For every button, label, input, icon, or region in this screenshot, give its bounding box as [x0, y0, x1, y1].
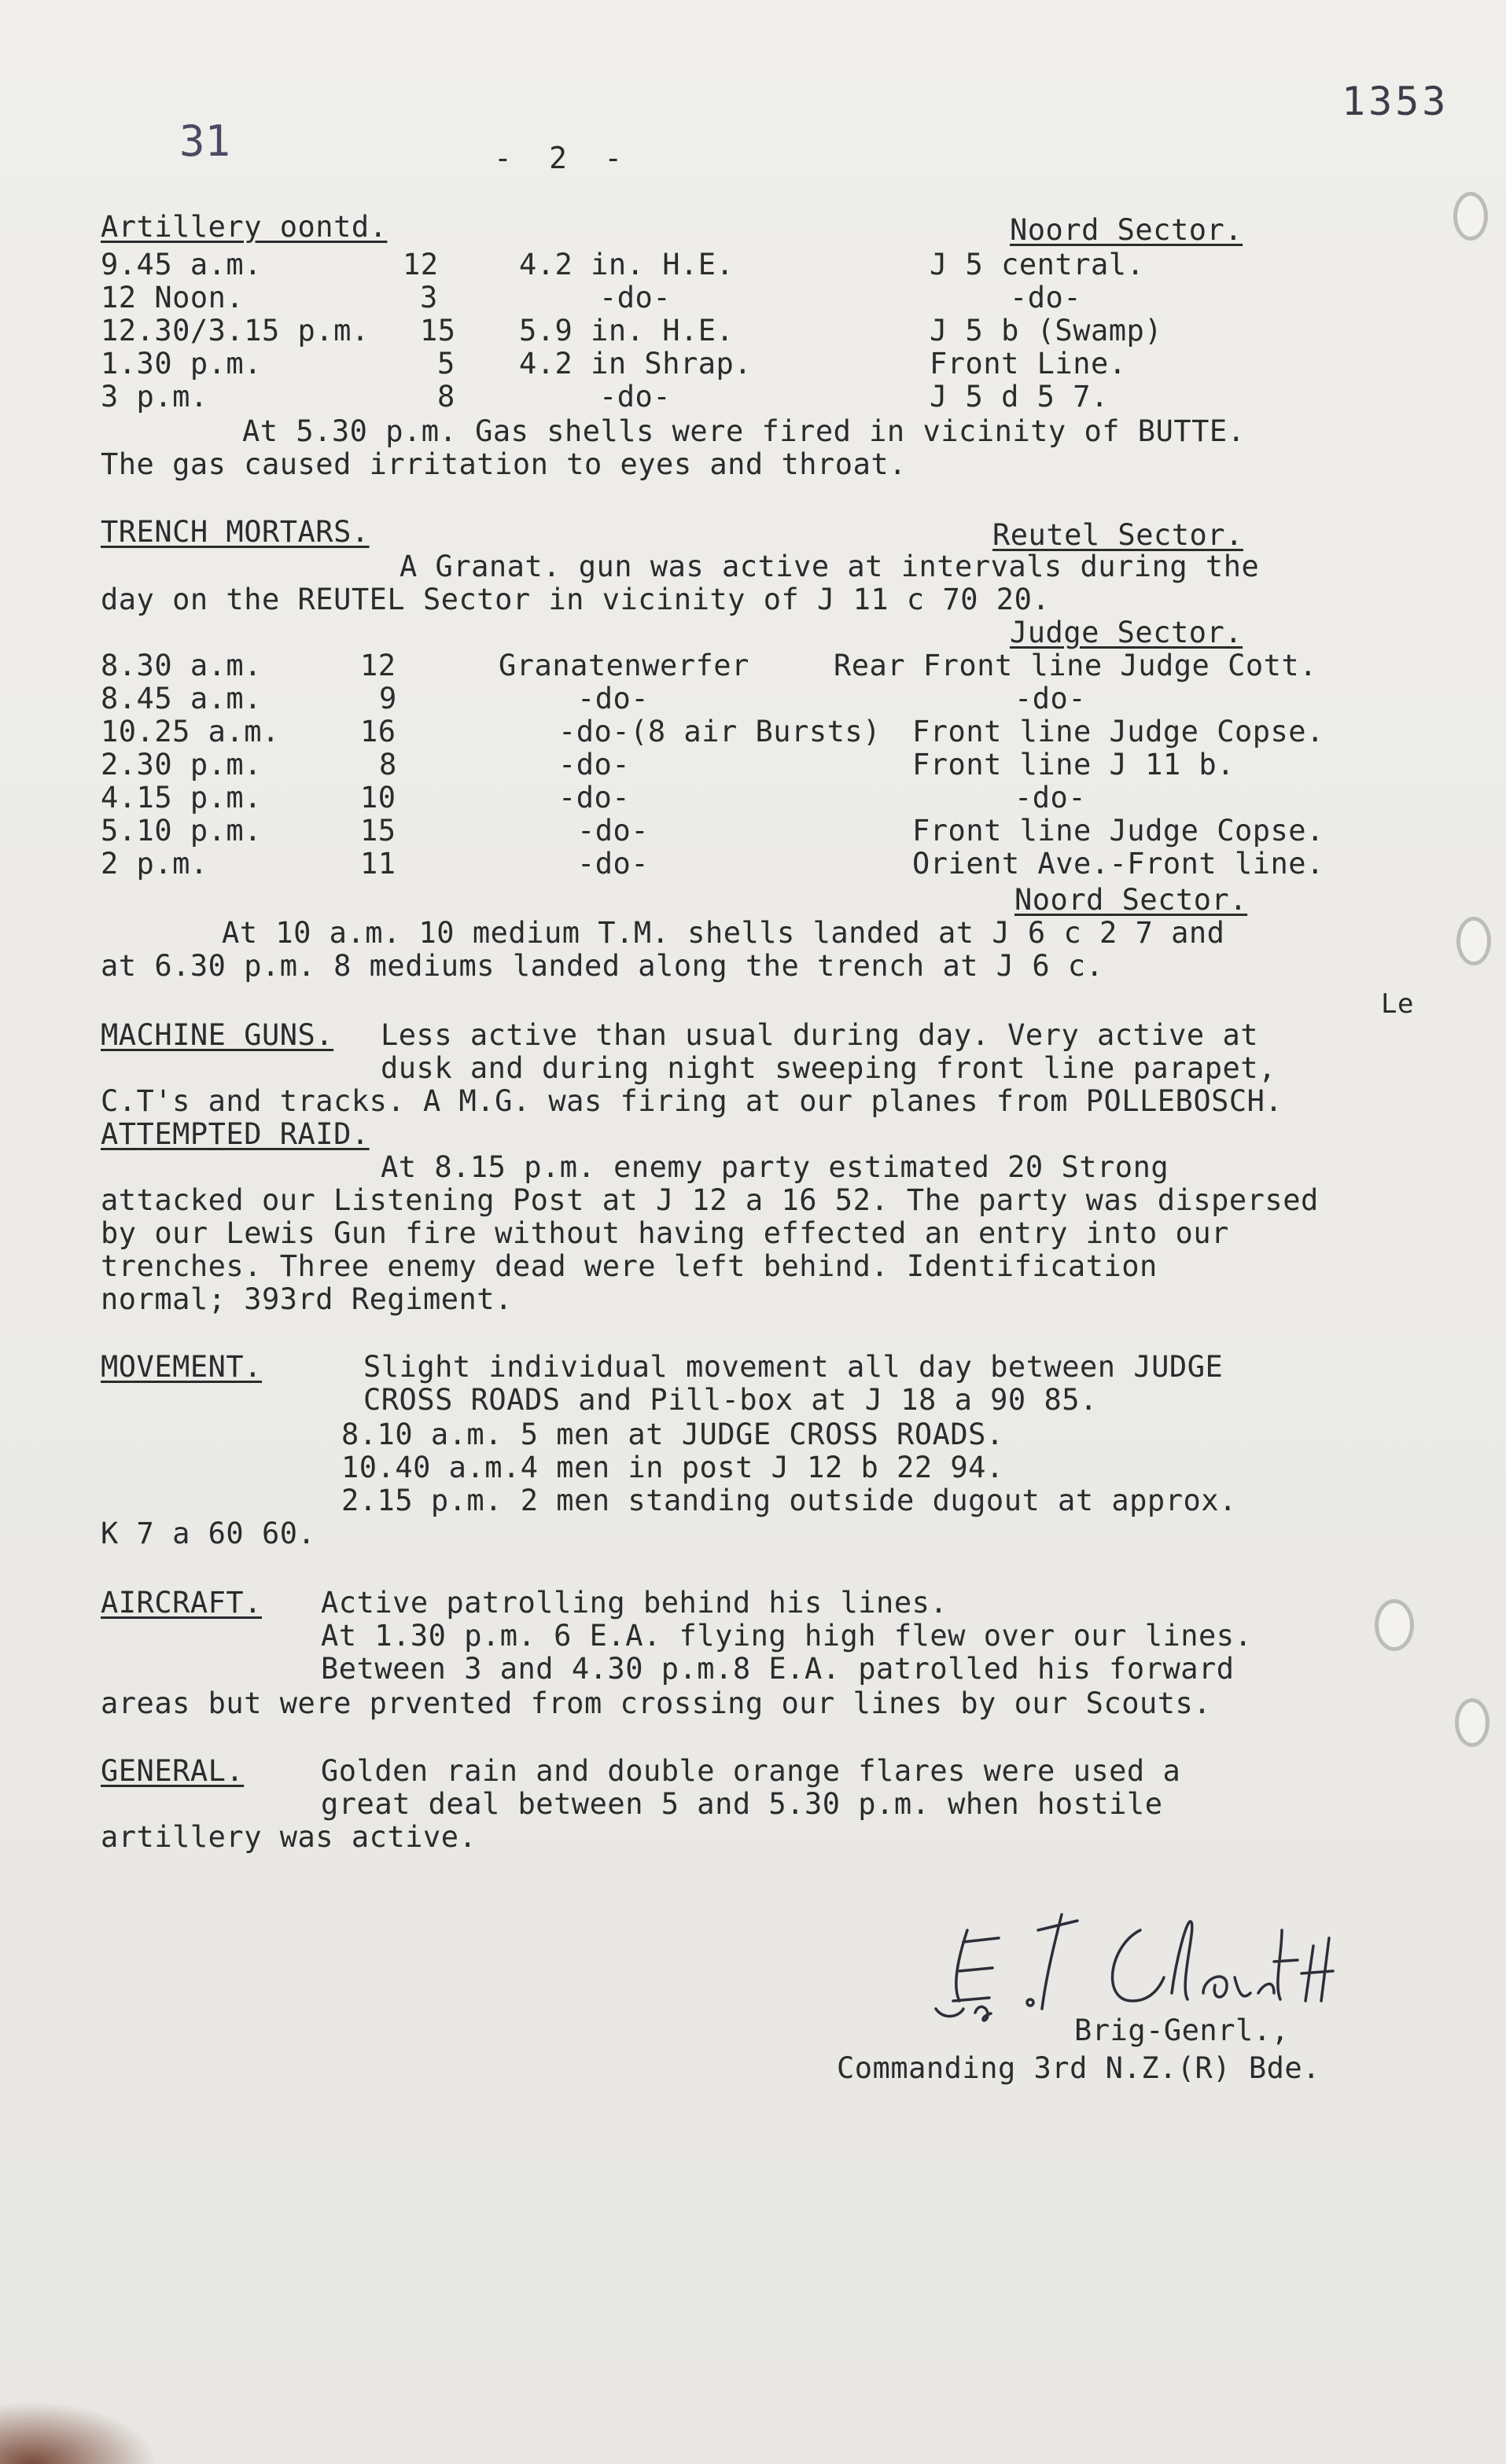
- movement-text: 10.40 a.m.4 men in post J 12 b 22 94.: [341, 1451, 1004, 1484]
- binder-hole-icon: [1456, 917, 1491, 965]
- binder-hole-icon: [1375, 1599, 1414, 1651]
- row-location: Front line J 11 b.: [912, 748, 1235, 781]
- row-location: Front line Judge Copse.: [912, 814, 1324, 848]
- row-count: 12: [360, 649, 396, 682]
- row-type: -do-: [577, 847, 650, 881]
- row-location: Rear Front line Judge Cott.: [834, 649, 1317, 682]
- row-location: J 5 d 5 7.: [930, 380, 1109, 414]
- machine-guns-text: C.T's and tracks. A M.G. was firing at our planes from POLLEBOSCH.: [101, 1084, 1283, 1118]
- trench-mortars-note: at 6.30 p.m. 8 mediums landed along the trench at J 6 c.: [101, 949, 1104, 983]
- row-type: -do-: [577, 682, 650, 715]
- row-time: 9.45 a.m.: [101, 248, 262, 281]
- machine-guns-heading: MACHINE GUNS.: [101, 1018, 334, 1052]
- aircraft-heading: AIRCRAFT.: [101, 1586, 262, 1620]
- judge-sector: Judge Sector.: [1010, 616, 1243, 649]
- page-number: - 2 -: [494, 141, 623, 175]
- trench-mortars-para: A Granat. gun was active at intervals during the: [400, 550, 1260, 583]
- movement-text: 8.10 a.m. 5 men at JUDGE CROSS ROADS.: [341, 1418, 1004, 1451]
- row-type: 4.2 in. H.E.: [519, 248, 735, 281]
- row-type: -do-: [558, 748, 631, 781]
- general-text: artillery was active.: [101, 1820, 477, 1854]
- general-text: great deal between 5 and 5.30 p.m. when hostile: [321, 1787, 1163, 1821]
- row-location: Front line Judge Copse.: [912, 715, 1324, 748]
- row-type: -do-: [558, 781, 631, 815]
- row-time: 5.10 p.m.: [101, 814, 262, 848]
- row-count: 15: [420, 314, 456, 348]
- aircraft-text: At 1.30 p.m. 6 E.A. flying high flew over our lines.: [321, 1619, 1253, 1653]
- row-time: 12.30/3.15 p.m.: [101, 314, 370, 348]
- aircraft-text: Active patrolling behind his lines.: [321, 1586, 948, 1620]
- row-type: 5.9 in. H.E.: [519, 314, 735, 348]
- row-location: Front Line.: [930, 347, 1127, 381]
- row-type: -do-: [599, 281, 672, 314]
- artillery-note: At 5.30 p.m. Gas shells were fired in vicinity of BUTTE.: [242, 414, 1246, 448]
- row-type: -do-: [599, 380, 672, 414]
- row-time: 8.45 a.m.: [101, 682, 262, 715]
- row-location: -do-: [1010, 281, 1082, 314]
- row-type: 4.2 in Shrap.: [519, 347, 753, 381]
- movement-text: K 7 a 60 60.: [101, 1517, 316, 1550]
- trench-mortars-note: At 10 a.m. 10 medium T.M. shells landed at J 6 c 2 7 and: [222, 916, 1225, 950]
- row-count: 16: [360, 715, 396, 748]
- row-location: -do-: [1014, 781, 1087, 815]
- row-time: 2.30 p.m.: [101, 748, 262, 781]
- aircraft-text: Between 3 and 4.30 p.m.8 E.A. patrolled his forward: [321, 1652, 1235, 1686]
- row-count: 10: [360, 781, 396, 815]
- machine-guns-text: dusk and during night sweeping front line parapet,: [381, 1051, 1276, 1085]
- row-type: -do-: [577, 814, 650, 848]
- attempted-raid-text: attacked our Listening Post at J 12 a 16 52. The party was dispersed: [101, 1183, 1319, 1217]
- row-type: Granatenwerfer: [499, 649, 749, 682]
- row-time: 10.25 a.m.: [101, 715, 280, 748]
- row-count: 15: [360, 814, 396, 848]
- attempted-raid-text: normal; 393rd Regiment.: [101, 1282, 513, 1316]
- movement-heading: MOVEMENT.: [101, 1350, 262, 1384]
- artillery-sector: Noord Sector.: [1010, 213, 1243, 247]
- row-time: 3 p.m.: [101, 380, 208, 414]
- general-text: Golden rain and double orange flares were used a: [321, 1754, 1181, 1788]
- row-location: -do-: [1014, 682, 1087, 715]
- aircraft-text: areas but were prvented from crossing our lines by our Scouts.: [101, 1686, 1212, 1720]
- signature-rank: Brig-Genrl.,: [1074, 2013, 1290, 2047]
- folio-number-left: 31: [179, 116, 231, 166]
- row-count: 12: [403, 248, 439, 281]
- margin-note: Le: [1381, 988, 1414, 1020]
- row-time: 8.30 a.m.: [101, 649, 262, 682]
- row-count: 8: [379, 748, 397, 781]
- movement-text: 2.15 p.m. 2 men standing outside dugout at approx.: [341, 1484, 1237, 1517]
- row-time: 4.15 p.m.: [101, 781, 262, 815]
- row-time: 12 Noon.: [101, 281, 245, 314]
- signature-title: Commanding 3rd N.Z.(R) Bde.: [837, 2051, 1320, 2085]
- binder-hole-icon: [1453, 192, 1488, 241]
- attempted-raid-text: At 8.15 p.m. enemy party estimated 20 Strong: [381, 1150, 1169, 1184]
- reutel-sector: Reutel Sector.: [992, 518, 1243, 552]
- row-count: 5: [437, 347, 455, 381]
- row-count: 3: [420, 281, 438, 314]
- attempted-raid-heading: ATTEMPTED RAID.: [101, 1117, 370, 1151]
- machine-guns-text: Less active than usual during day. Very active at: [381, 1018, 1259, 1052]
- row-count: 11: [360, 847, 396, 881]
- binder-hole-icon: [1455, 1698, 1489, 1747]
- attempted-raid-text: by our Lewis Gun fire without having effected an entry into our: [101, 1216, 1229, 1250]
- row-count: 9: [379, 682, 397, 715]
- attempted-raid-text: trenches. Three enemy dead were left behind. Identification: [101, 1249, 1158, 1283]
- noord-sector: Noord Sector.: [1014, 883, 1248, 917]
- row-location: J 5 b (Swamp): [930, 314, 1163, 348]
- artillery-note: The gas caused irritation to eyes and throat.: [101, 447, 907, 481]
- row-time: 1.30 p.m.: [101, 347, 262, 381]
- row-location: Orient Ave.-Front line.: [912, 847, 1324, 881]
- folio-number-right: 1353: [1342, 79, 1449, 124]
- trench-mortars-para: day on the REUTEL Sector in vicinity of J 11 c 70 20.: [101, 583, 1051, 616]
- row-time: 2 p.m.: [101, 847, 208, 881]
- page-stain: [0, 2401, 157, 2464]
- artillery-heading: Artillery oontd.: [101, 210, 388, 244]
- movement-text: CROSS ROADS and Pill-box at J 18 a 90 85.: [363, 1383, 1098, 1417]
- row-type: -do-(8 air Bursts): [558, 715, 881, 748]
- trench-mortars-heading: TRENCH MORTARS.: [101, 515, 370, 549]
- movement-text: Slight individual movement all day between JUDGE: [363, 1350, 1224, 1384]
- general-heading: GENERAL.: [101, 1754, 245, 1788]
- row-location: J 5 central.: [930, 248, 1145, 281]
- row-count: 8: [437, 380, 455, 414]
